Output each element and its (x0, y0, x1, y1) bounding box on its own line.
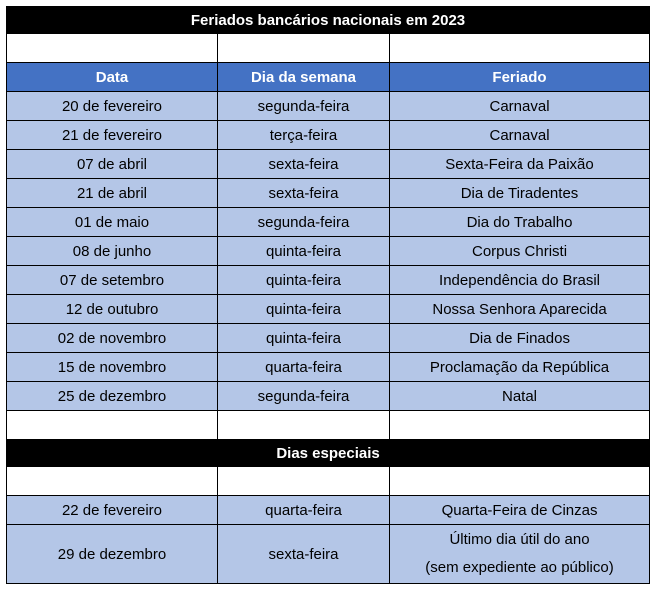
special-holiday-line2: (sem expediente ao público) (425, 559, 614, 576)
holiday-date: 12 de outubro (7, 295, 218, 324)
holiday-weekday: sexta-feira (218, 150, 390, 179)
holiday-date: 07 de abril (7, 150, 218, 179)
special-holiday: Quarta-Feira de Cinzas (390, 496, 650, 525)
header-holiday: Feriado (390, 63, 650, 92)
holiday-name: Carnaval (390, 92, 650, 121)
holiday-name: Independência do Brasil (390, 266, 650, 295)
holiday-weekday: terça-feira (218, 121, 390, 150)
special-weekday: sexta-feira (218, 525, 390, 584)
holiday-date: 02 de novembro (7, 324, 218, 353)
blank-cell (390, 467, 650, 496)
special-days-title: Dias especiais (7, 440, 650, 467)
blank-cell (218, 34, 390, 63)
table-row (7, 237, 650, 266)
holiday-weekday: quinta-feira (218, 295, 390, 324)
table-row (7, 266, 650, 295)
holiday-name: Proclamação da República (390, 353, 650, 382)
special-date: 29 de dezembro (7, 525, 218, 584)
holiday-name: Dia do Trabalho (390, 208, 650, 237)
table-title: Feriados bancários nacionais em 2023 (7, 7, 650, 34)
holiday-weekday: quinta-feira (218, 266, 390, 295)
table-title-row (7, 7, 650, 34)
holidays-table (6, 6, 650, 584)
table-row (7, 324, 650, 353)
holiday-weekday: sexta-feira (218, 179, 390, 208)
special-row (7, 496, 650, 525)
table-row (7, 179, 650, 208)
holiday-name: Nossa Senhora Aparecida (390, 295, 650, 324)
holiday-weekday: segunda-feira (218, 92, 390, 121)
holiday-date: 08 de junho (7, 237, 218, 266)
blank-row (7, 34, 650, 63)
special-weekday: quarta-feira (218, 496, 390, 525)
special-holiday-line1: Último dia útil do ano (449, 531, 590, 548)
table-row (7, 150, 650, 179)
holiday-date: 15 de novembro (7, 353, 218, 382)
table-row (7, 353, 650, 382)
table-row (7, 208, 650, 237)
table-row (7, 92, 650, 121)
blank-cell (390, 411, 650, 440)
special-row (7, 525, 650, 584)
blank-row (7, 411, 650, 440)
holiday-date: 25 de dezembro (7, 382, 218, 411)
holiday-date: 01 de maio (7, 208, 218, 237)
blank-cell (218, 467, 390, 496)
table-row (7, 295, 650, 324)
holiday-weekday: segunda-feira (218, 208, 390, 237)
blank-cell (218, 411, 390, 440)
special-holiday (390, 525, 650, 584)
holiday-weekday: quinta-feira (218, 237, 390, 266)
header-row (7, 63, 650, 92)
header-date: Data (7, 63, 218, 92)
holiday-name: Dia de Finados (390, 324, 650, 353)
blank-cell (7, 411, 218, 440)
special-title-row (7, 440, 650, 467)
holiday-date: 07 de setembro (7, 266, 218, 295)
blank-cell (7, 467, 218, 496)
holiday-weekday: quinta-feira (218, 324, 390, 353)
holiday-weekday: segunda-feira (218, 382, 390, 411)
holiday-name: Carnaval (390, 121, 650, 150)
holiday-weekday: quarta-feira (218, 353, 390, 382)
blank-row (7, 467, 650, 496)
blank-cell (7, 34, 218, 63)
table-row (7, 382, 650, 411)
special-date: 22 de fevereiro (7, 496, 218, 525)
holiday-date: 21 de fevereiro (7, 121, 218, 150)
holiday-date: 21 de abril (7, 179, 218, 208)
holiday-name: Corpus Christi (390, 237, 650, 266)
header-weekday: Dia da semana (218, 63, 390, 92)
table-row (7, 121, 650, 150)
holiday-name: Natal (390, 382, 650, 411)
holiday-date: 20 de fevereiro (7, 92, 218, 121)
holiday-name: Dia de Tiradentes (390, 179, 650, 208)
blank-cell (390, 34, 650, 63)
holiday-rows (7, 92, 650, 411)
holiday-name: Sexta-Feira da Paixão (390, 150, 650, 179)
